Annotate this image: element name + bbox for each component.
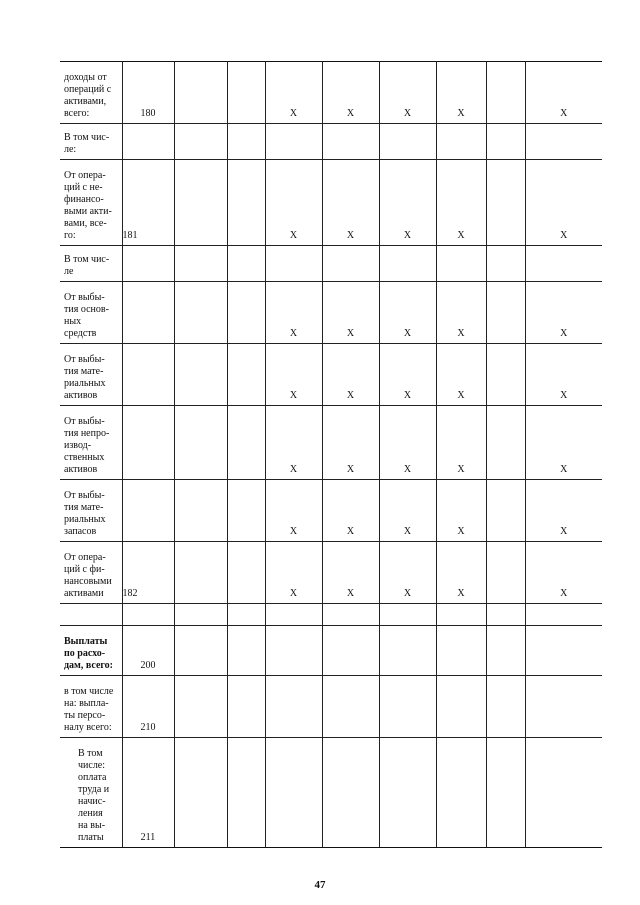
x-mark-cell: X [265, 344, 322, 406]
x-mark-cell: X [436, 282, 486, 344]
empty-cell [436, 626, 486, 676]
table-row [60, 62, 602, 124]
empty-cell [227, 406, 265, 480]
empty-cell [227, 604, 265, 626]
empty-cell [486, 542, 525, 604]
row-code [122, 246, 174, 282]
row-code: 200 [122, 626, 174, 676]
empty-cell [486, 344, 525, 406]
empty-cell [227, 542, 265, 604]
x-mark-cell: X [265, 480, 322, 542]
x-mark-cell: X [265, 282, 322, 344]
x-mark-cell: X [525, 480, 602, 542]
empty-cell [227, 160, 265, 246]
x-mark-cell: X [379, 480, 436, 542]
table-row [60, 480, 602, 542]
row-code [122, 344, 174, 406]
table-row [60, 676, 602, 738]
row-code: 180 [122, 62, 174, 124]
table-row [60, 344, 602, 406]
empty-cell [174, 626, 227, 676]
row-code [122, 604, 174, 626]
empty-cell [379, 676, 436, 738]
table-row [60, 282, 602, 344]
empty-cell [322, 124, 379, 160]
empty-cell [174, 246, 227, 282]
empty-cell [265, 626, 322, 676]
x-mark-cell: X [525, 344, 602, 406]
x-mark-cell: X [379, 344, 436, 406]
x-mark-cell: X [436, 480, 486, 542]
table-row [60, 246, 602, 282]
empty-cell [174, 160, 227, 246]
empty-cell [525, 626, 602, 676]
empty-cell [227, 62, 265, 124]
x-mark-cell: X [322, 542, 379, 604]
x-mark-cell: X [265, 160, 322, 246]
empty-cell [486, 62, 525, 124]
x-mark-cell: X [379, 160, 436, 246]
empty-cell [322, 676, 379, 738]
empty-cell [322, 246, 379, 282]
empty-cell [227, 480, 265, 542]
empty-cell [174, 738, 227, 848]
row-label: В том чис- ле: [60, 124, 122, 160]
x-mark-cell: X [322, 160, 379, 246]
empty-cell [525, 676, 602, 738]
row-code [122, 282, 174, 344]
empty-cell [174, 282, 227, 344]
empty-cell [174, 124, 227, 160]
empty-cell [174, 542, 227, 604]
empty-cell [174, 406, 227, 480]
page-number: 47 [314, 879, 326, 891]
x-mark-cell: X [436, 62, 486, 124]
x-mark-cell: X [436, 160, 486, 246]
empty-cell [486, 738, 525, 848]
x-mark-cell: X [265, 542, 322, 604]
empty-cell [174, 480, 227, 542]
x-mark-cell: X [436, 406, 486, 480]
empty-cell [436, 124, 486, 160]
x-mark-cell: X [322, 62, 379, 124]
empty-cell [227, 282, 265, 344]
row-label: в том числе на: выпла- ты персо- налу всего: [60, 676, 122, 738]
row-label: В том числе: оплата труда и начис- ления на вы- платы [60, 738, 122, 848]
x-mark-cell: X [265, 406, 322, 480]
empty-cell [379, 738, 436, 848]
empty-cell [486, 282, 525, 344]
empty-cell [525, 246, 602, 282]
table-row [60, 738, 602, 848]
table-row [60, 626, 602, 676]
table-row [60, 542, 602, 604]
empty-cell [265, 246, 322, 282]
empty-cell [227, 246, 265, 282]
empty-cell [436, 676, 486, 738]
empty-cell [486, 626, 525, 676]
empty-cell [227, 676, 265, 738]
row-label: От выбы- тия мате- риальных запасов [60, 480, 122, 542]
x-mark-cell: X [436, 542, 486, 604]
empty-cell [486, 676, 525, 738]
empty-cell [525, 124, 602, 160]
empty-cell [486, 246, 525, 282]
row-label: От выбы- тия основ- ных средств [60, 282, 122, 344]
empty-cell [265, 738, 322, 848]
empty-cell [486, 124, 525, 160]
empty-cell [436, 604, 486, 626]
row-label [60, 604, 122, 626]
x-mark-cell: X [525, 542, 602, 604]
empty-cell [379, 626, 436, 676]
empty-cell [265, 676, 322, 738]
empty-cell [486, 480, 525, 542]
row-code [122, 124, 174, 160]
table-row [60, 124, 602, 160]
x-mark-cell: X [322, 406, 379, 480]
empty-cell [227, 626, 265, 676]
x-mark-cell: X [525, 406, 602, 480]
empty-cell [227, 124, 265, 160]
row-code: 181 [122, 160, 174, 246]
empty-cell [486, 406, 525, 480]
empty-cell [379, 604, 436, 626]
financial-table [60, 61, 602, 848]
empty-cell [486, 604, 525, 626]
empty-cell [525, 604, 602, 626]
row-code [122, 480, 174, 542]
x-mark-cell: X [436, 344, 486, 406]
empty-cell [322, 604, 379, 626]
empty-cell [322, 626, 379, 676]
empty-cell [227, 344, 265, 406]
empty-cell [379, 124, 436, 160]
empty-cell [265, 604, 322, 626]
row-code: 211 [122, 738, 174, 848]
empty-cell [436, 246, 486, 282]
row-label: От опера- ций с фи- нансовыми активами [60, 542, 122, 604]
x-mark-cell: X [379, 542, 436, 604]
table-row [60, 160, 602, 246]
x-mark-cell: X [525, 282, 602, 344]
x-mark-cell: X [379, 282, 436, 344]
empty-cell [174, 62, 227, 124]
x-mark-cell: X [322, 282, 379, 344]
empty-cell [486, 160, 525, 246]
row-label: В том чис- ле [60, 246, 122, 282]
x-mark-cell: X [322, 344, 379, 406]
table-row [60, 406, 602, 480]
empty-cell [525, 738, 602, 848]
empty-cell [322, 738, 379, 848]
x-mark-cell: X [379, 62, 436, 124]
x-mark-cell: X [525, 160, 602, 246]
row-label: От опера- ций с не- финансо- выми акти- вами, все- го: [60, 160, 122, 246]
x-mark-cell: X [379, 406, 436, 480]
empty-cell [436, 738, 486, 848]
empty-cell [174, 604, 227, 626]
row-label: Выплаты по расхо- дам, всего: [60, 626, 122, 676]
table-row [60, 604, 602, 626]
row-label: доходы от операций с активами, всего: [60, 62, 122, 124]
empty-cell [379, 246, 436, 282]
x-mark-cell: X [265, 62, 322, 124]
empty-cell [265, 124, 322, 160]
empty-cell [174, 676, 227, 738]
row-code: 210 [122, 676, 174, 738]
empty-cell [227, 738, 265, 848]
x-mark-cell: X [322, 480, 379, 542]
row-code [122, 406, 174, 480]
row-code: 182 [122, 542, 174, 604]
empty-cell [174, 344, 227, 406]
row-label: От выбы- тия мате- риальных активов [60, 344, 122, 406]
x-mark-cell: X [525, 62, 602, 124]
row-label: От выбы- тия непро- извод- ственных активов [60, 406, 122, 480]
